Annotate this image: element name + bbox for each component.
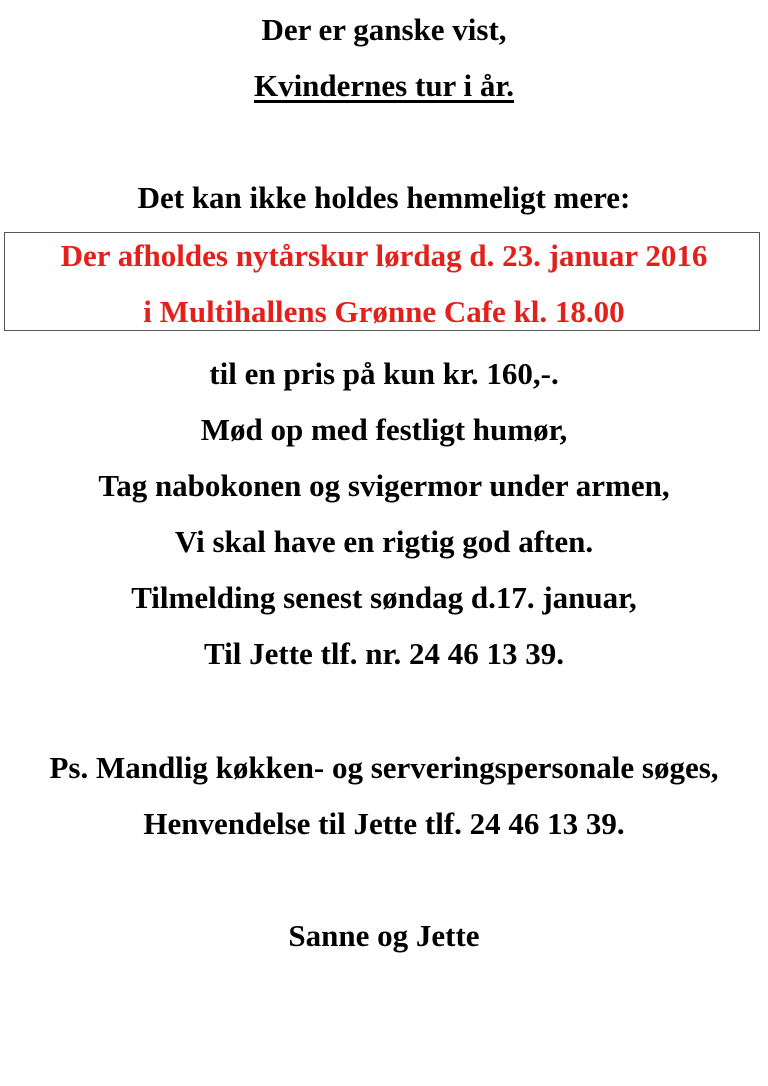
event-details-line-1: Der afholdes nytårskur lørdag d. 23. januar 2016 [60, 238, 708, 273]
heading-line-1: Der er ganske vist, [261, 12, 507, 47]
body-line-price: til en pris på kun kr. 160,-. [209, 356, 559, 391]
body-line-bring: Tag nabokonen og svigermor under armen, [98, 468, 670, 503]
body-line-signup-deadline: Tilmelding senest søndag d.17. januar, [131, 580, 637, 615]
ps-line-staff-wanted: Ps. Mandlig køkken- og serveringspersonale søges, [49, 750, 719, 785]
body-line-evening: Vi skal have en rigtig god aften. [174, 524, 594, 559]
body-line-mood: Mød op med festligt humør, [200, 412, 568, 447]
event-details-line-2: i Multihallens Grønne Cafe kl. 18.00 [143, 294, 625, 329]
heading-underlined-text: Kvindernes tur i år. [253, 68, 515, 103]
intro-text: Det kan ikke holdes hemmeligt mere: [137, 180, 631, 215]
body-line-contact: Til Jette tlf. nr. 24 46 13 39. [204, 636, 564, 671]
heading-line-2 [0, 66, 768, 106]
ps-line-inquiry: Henvendelse til Jette tlf. 24 46 13 39. [143, 806, 625, 841]
signature: Sanne og Jette [288, 918, 480, 953]
